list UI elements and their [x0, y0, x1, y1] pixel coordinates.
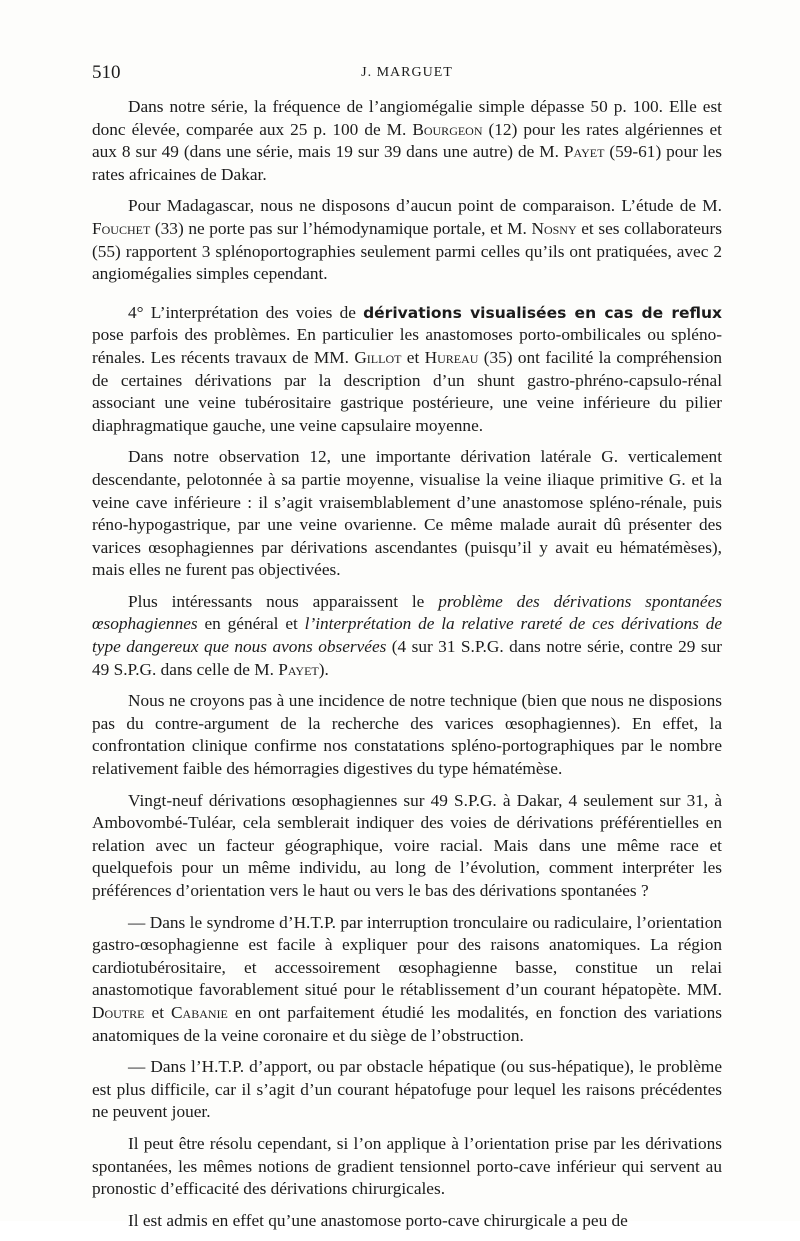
page-header [92, 62, 722, 92]
text-bold-sans: dérivations visualisées en cas de reflux [363, 303, 723, 322]
text-run: pose parfois des problèmes. En particulier les anastomoses porto-ombilicales ou spléno-rénales. Les récents travaux de MM. [92, 325, 722, 367]
text-run: et ses collaborateurs (55) rapportent 3 splénoportographies seulement parmi celles qu’ils ont pratiquées, avec 2 angiomégalies simples cependant. [92, 218, 722, 284]
running-head: J. MARGUET [361, 65, 453, 80]
paragraph [92, 790, 722, 903]
text-ital: l’interprétation de la relative rareté de ces dérivations de type dangereux que nous avons observées [92, 614, 722, 657]
text-sc: Gillot [354, 347, 402, 367]
text-run: — Dans l’H.T.P. d’apport, ou par obstacle hépatique (ou sus-hépatique), le problème est plus difficile, car il s’agit d’un courant hépatofuge pour lequel les raisons précédentes ne peuvent jouer. [92, 1057, 722, 1122]
text-ital: problème des dérivations spontanées œsophagiennes [92, 591, 722, 634]
text-run: ). [318, 659, 329, 679]
paragraph [92, 195, 722, 285]
text-run: (59-61) pour les rates africaines de Dakar. [92, 142, 722, 184]
text-run: (12) pour les rates algériennes et aux 8 sur 49 (dans une série, mais 19 sur 39 dans une autre) de M. [92, 119, 722, 162]
text-sc: Cabanie [171, 1002, 228, 1022]
paragraph [92, 1056, 722, 1124]
paragraph [92, 1133, 722, 1201]
text-run: 4° L’interprétation des voies de [128, 302, 364, 322]
text-sc: Payet [563, 142, 605, 162]
text-sc: Payet [278, 659, 319, 679]
text-run: Plus intéressants nous apparaissent le [128, 591, 439, 611]
text-run: Vingt-neuf dérivations œsophagiennes sur 49 S.P.G. à Dakar, 4 seulement sur 31, à Ambovombé-Tuléar, cela semblerait indiquer des voies de dérivations préférentielles en relation avec un facteur géographique, voire racial. Mais dans une même race et quelquefois pour un même individu, au long de l’évolution, comment interpréter les préférences d’orientation vers le haut ou vers le bas des dérivations spontanées ? [92, 790, 722, 900]
paragraph [92, 690, 722, 780]
text-sc: Doutre [92, 1002, 145, 1022]
paragraph [92, 591, 722, 681]
text-run: Dans notre série, la fréquence de l’angiomégalie simple dépasse 50 p. 100. Elle est donc élevée, comparée aux 25 p. 100 de M. [92, 97, 722, 139]
paragraph [92, 446, 722, 582]
paragraph [92, 302, 722, 438]
text-run: (35) ont facilité la compréhension de certaines dérivations par la description d’un shunt gastro-phréno-capsulo-rénal associant une veine tubérositaire gastrique postérieure, une veine inférieure du pilier diaphragmatique gauche, une veine capsulaire moyenne. [92, 347, 722, 435]
text-sc: Hureau [424, 347, 479, 367]
text-run: — Dans le syndrome d’H.T.P. par interruption tronculaire ou radiculaire, l’orientation gastro-œsophagienne est facile à expliquer pour des raisons anatomiques. La région cardiotubérositaire, et accessoirement œsophagienne basse, constitue un relai anastomotique favorablement situé pour le rétablissement d’un courant hépatopète. MM. [92, 912, 722, 1000]
text-run: et [401, 347, 425, 367]
text-sc: Fouchet [92, 218, 151, 238]
text-run: Nous ne croyons pas à une incidence de notre technique (bien que nous ne disposions pas du contre-argument de la recherche des varices œsophagiennes). En effet, la confrontation clinique confirme nos constatations spléno-portographiques par le nombre relativement faible des hémorragies digestives du type hématémèse. [92, 691, 722, 779]
text-run: Pour Madagascar, nous ne disposons d’aucun point de comparaison. L’étude de M. [128, 196, 722, 216]
paragraph [92, 1210, 722, 1233]
paragraph [92, 912, 722, 1048]
text-sc: Nosny [531, 218, 577, 238]
text-run: (4 sur 31 S.P.G. dans notre série, contre 29 sur 49 S.P.G. dans celle de M. [92, 637, 722, 679]
text-run: en ont parfaitement étudié les modalités, en fonction des variations anatomiques de la veine coronaire et du siège de l’obstruction. [92, 1002, 722, 1045]
body-text [92, 96, 722, 1241]
paragraph [92, 96, 722, 186]
text-run: en général et [197, 614, 305, 634]
text-run: Il peut être résolu cependant, si l’on applique à l’orientation prise par les dérivations spontanées, les mêmes notions de gradient tensionnel porto-cave inférieur qui servent au pronostic d’efficacité des dérivations chirurgicales. [92, 1133, 722, 1199]
text-run: Il est admis en effet qu’une anastomose porto-cave chirurgicale a peu de [128, 1210, 628, 1230]
text-sc: Bourgeon [412, 119, 483, 139]
text-run: (33) ne porte pas sur l’hémodynamique portale, et M. [150, 218, 532, 238]
page-number: 510 [92, 62, 121, 83]
text-run: Dans notre observation 12, une importante dérivation latérale G. verticalement descendante, pelotonnée à sa partie moyenne, visualise la veine iliaque primitive G. et la veine cave inférieure : il s’agit vraisemblablement d’une anastomose spléno-rénale, puis réno-hypogastrique, par une veine ovarienne. Ce même malade aurait dû présenter des varices œsophagiennes par dérivations ascendantes (puisqu’il y avait eu hématémèses), mais elles ne furent pas objectivées. [92, 447, 722, 580]
text-run: et [144, 1002, 172, 1022]
